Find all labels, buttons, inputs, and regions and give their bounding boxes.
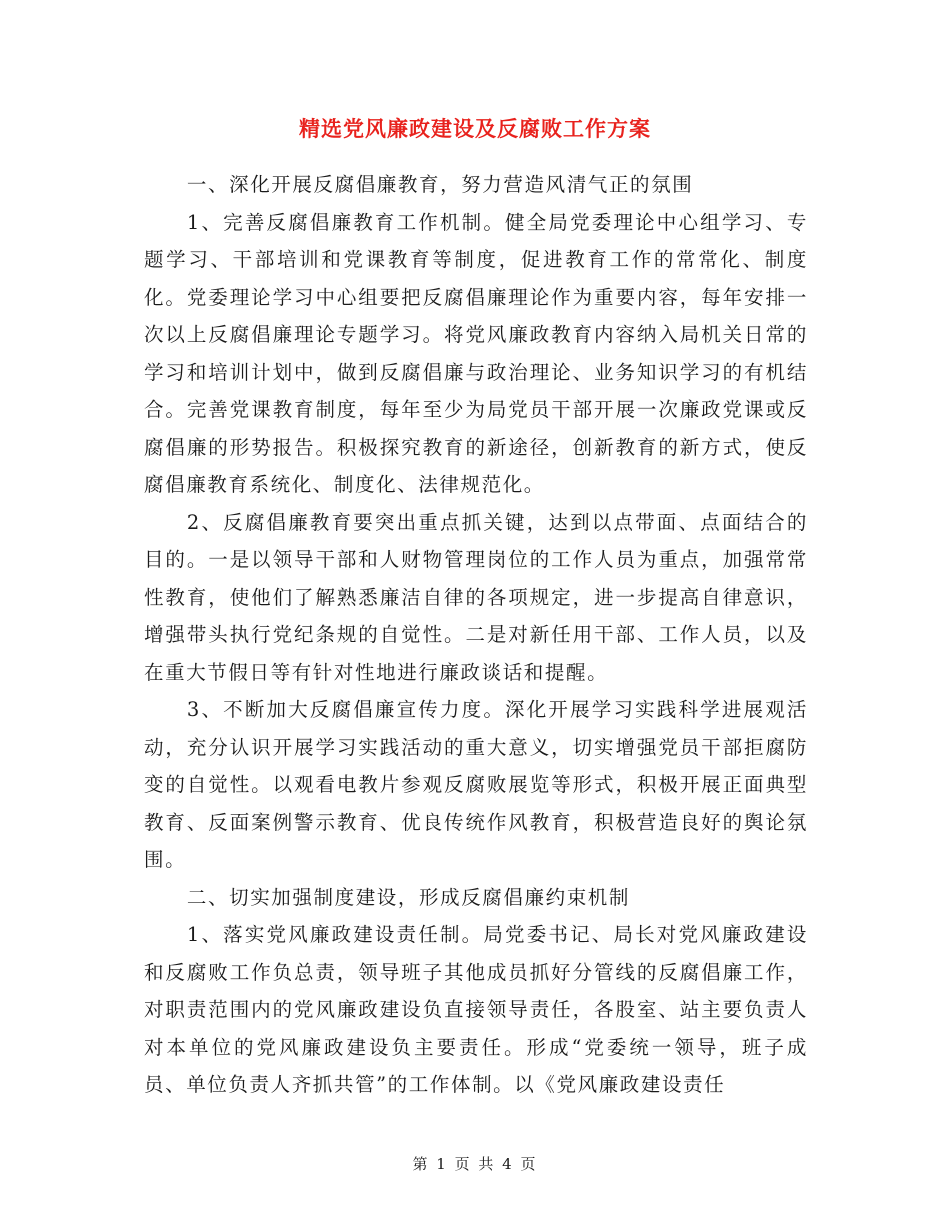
paragraph-1-3: 3、不断加大反腐倡廉宣传力度。深化开展学习实践科学进展观活动，充分认识开展学习实践活动的重大意义，切实增强党员干部拒腐防变的自觉性。以观看电教片参观反腐败展览等形式，积极开展正面典型教育、反面案例警示教育、优良传统作风教育，积极营造良好的舆论氛围。	[144, 698, 808, 871]
document-body	[144, 166, 808, 1104]
paragraph-1-1: 1、完善反腐倡廉教育工作机制。健全局党委理论中心组学习、专题学习、干部培训和党课教育等制度，促进教育工作的常常化、制度化。党委理论学习中心组要把反腐倡廉理论作为重要内容，每年安排一次以上反腐倡廉理论专题学习。将党风廉政教育内容纳入局机关日常的学习和培训计划中，做到反腐倡廉与政治理论、业务知识学习的有机结合。完善党课教育制度，每年至少为局党员干部开展一次廉政党课或反腐倡廉的形势报告。积极探究教育的新途径，创新教育的新方式，使反腐倡廉教育系统化、制度化、法律规范化。	[144, 210, 808, 496]
paragraph-2-1: 1、落实党风廉政建设责任制。局党委书记、局长对党风廉政建设和反腐败工作负总责，领导班子其他成员抓好分管线的反腐倡廉工作，对职责范围内的党风廉政建设负直接领导责任，各股室、站主要负责人对本单位的党风廉政建设负主要责任。形成“党委统一领导，班子成员、单位负责人齐抓共管”的工作体制。以《党风廉政建设责任	[144, 923, 808, 1096]
section-heading-1: 一、深化开展反腐倡廉教育，努力营造风清气正的氛围	[186, 173, 694, 196]
document-title: 精选党风廉政建设及反腐败工作方案	[299, 116, 651, 141]
section-heading-2: 二、切实加强制度建设，形成反腐倡廉约束机制	[186, 885, 630, 909]
paragraph-1-2: 2、反腐倡廉教育要突出重点抓关键，达到以点带面、点面结合的目的。一是以领导干部和人财物管理岗位的工作人员为重点，加强常常性教育，使他们了解熟悉廉洁自律的各项规定，进一步提高自律意识，增强带头执行党纪条规的自觉性。二是对新任用干部、工作人员，以及在重大节假日等有针对性地进行廉政谈话和提醒。	[144, 510, 808, 684]
page-number-footer: 第 1 页 共 4 页	[412, 1155, 538, 1173]
